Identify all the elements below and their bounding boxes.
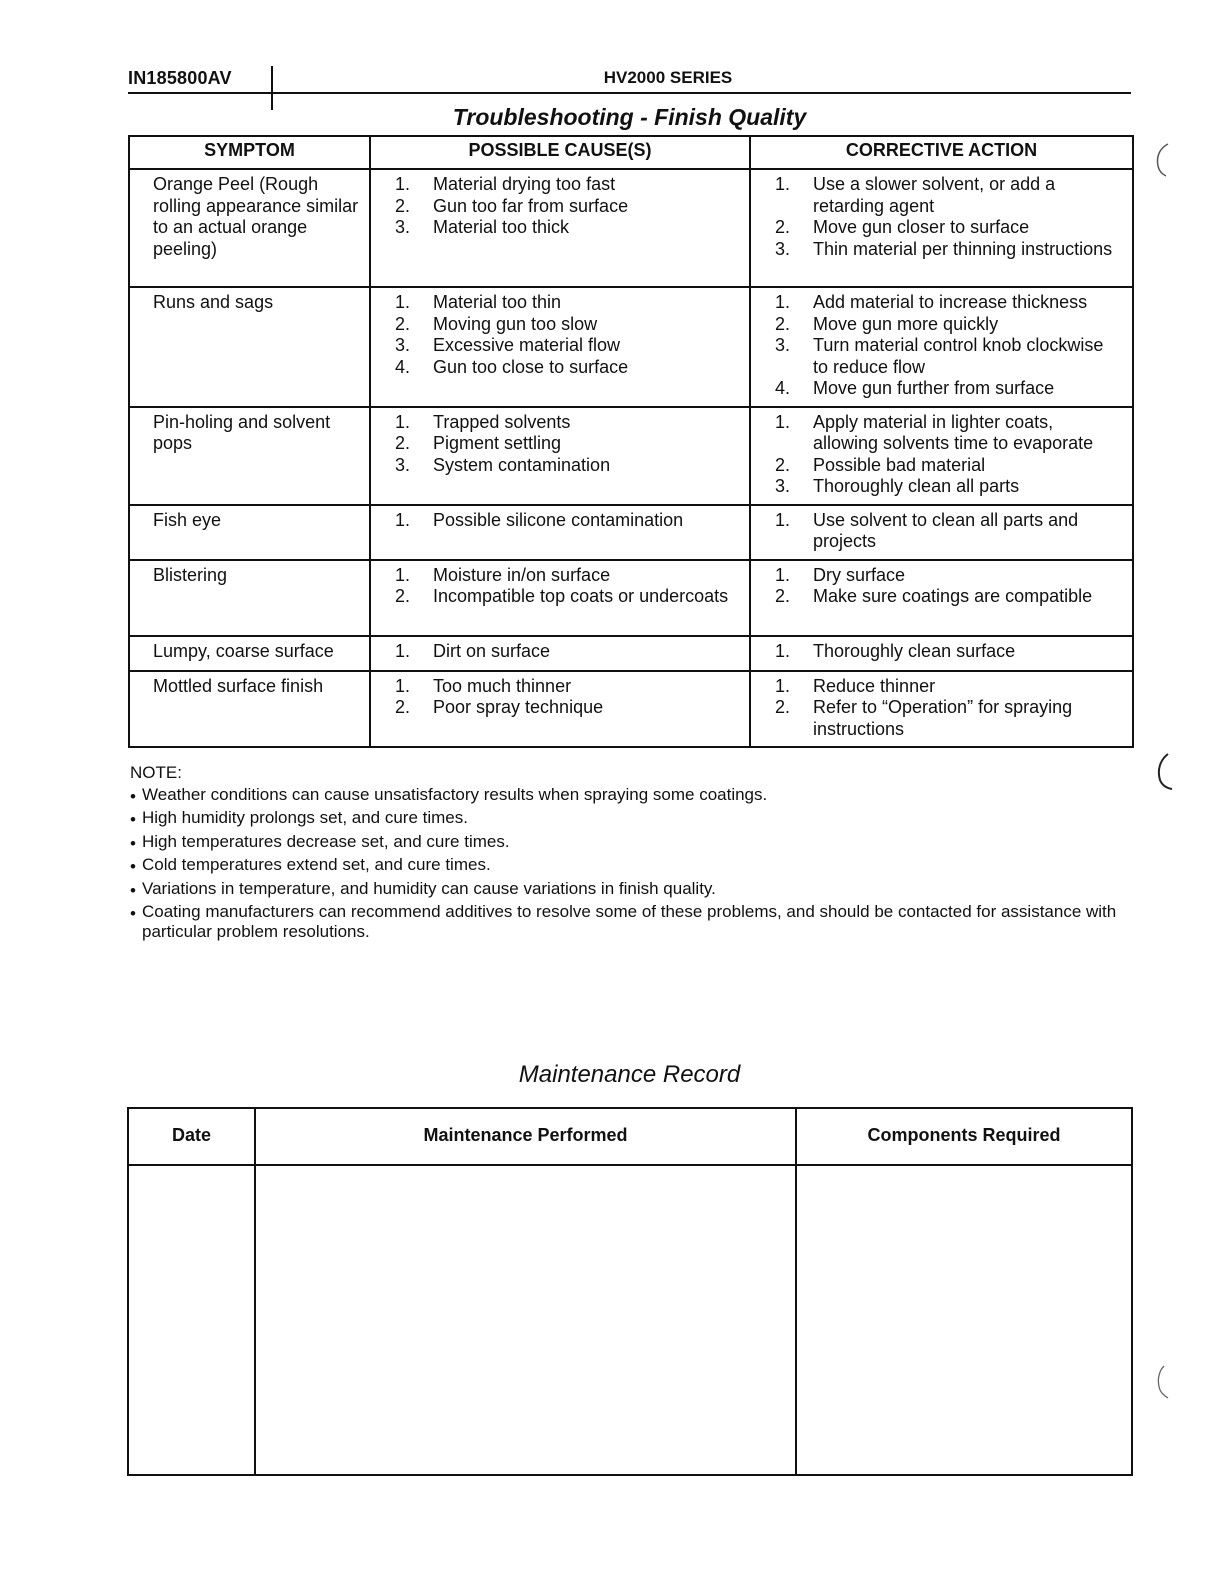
troubleshooting-table [128,135,1134,748]
table-row [129,560,1133,636]
cause-item [393,697,739,719]
item-text: Refer to “Operation” for spraying instructions [813,697,1073,739]
item-text: Dirt on surface [433,640,551,661]
item-text: Thoroughly clean all parts [813,476,1020,496]
cause-item [393,455,739,477]
symptom-cell: Orange Peel (Rough rolling appearance similar to an actual orange peeling) [129,169,370,287]
action-item [773,697,1122,740]
item-number: 2. [395,433,411,453]
action-item [773,476,1122,498]
item-number: 3. [775,238,791,259]
item-text: Add material to increase thickness [813,292,1088,312]
item-text: System contamination [433,454,611,475]
item-number: 1. [395,640,411,661]
item-number: 1. [395,675,411,696]
actions-cell [750,169,1133,287]
item-number: 3. [775,335,791,355]
table-row [129,505,1133,560]
item-number: 1. [775,174,791,194]
item-text: Material too thin [433,292,562,312]
components-required-cell[interactable] [796,1165,1132,1475]
actions-cell [750,671,1133,748]
note-item [130,879,1135,903]
action-item [773,217,1122,239]
troubleshooting-title: Troubleshooting - Finish Quality [452,104,807,130]
action-item [773,412,1122,455]
cause-item [393,357,739,379]
actions-cell [750,505,1133,560]
item-text: Turn material control knob clockwise to reduce flow [813,335,1104,377]
item-number: 3. [395,217,411,237]
item-text: Apply material in lighter coats, allowing solvents time to evaporate [813,411,1094,453]
table-row [129,636,1133,671]
item-text: Moisture in/on surface [433,564,611,585]
item-number: 2. [395,313,411,334]
maintenance-record-title: Maintenance Record [518,1061,741,1088]
item-text: Gun too close to surface [433,356,629,377]
item-text: Use solvent to clean all parts and projects [813,509,1079,551]
series-title: HV2000 SERIES [603,68,733,87]
item-number: 1. [775,411,791,432]
cause-item [393,217,739,239]
note-item [130,855,1135,879]
item-number: 1. [775,640,791,661]
symptom-cell: Pin-holing and solvent pops [129,407,370,505]
item-text: Move gun closer to surface [813,217,1030,237]
note-text: High temperatures decrease set, and cure times. [142,831,510,851]
action-item [773,676,1122,698]
maintenance-record-table [127,1107,1133,1476]
cause-item [393,196,739,218]
item-number: 1. [775,509,791,530]
item-number: 1. [775,675,791,696]
action-item [773,314,1122,336]
column-header-maintenance-performed: Maintenance Performed [255,1108,796,1165]
item-text: Dry surface [813,564,906,585]
action-item [773,292,1122,314]
symptom-cell: Fish eye [129,505,370,560]
action-item [773,455,1122,477]
note-item [130,902,1135,946]
action-item [773,239,1122,261]
item-text: Material too thick [433,217,570,237]
actions-cell [750,287,1133,407]
item-text: Move gun further from surface [813,378,1055,398]
causes-cell [370,407,750,505]
cause-item [393,433,739,455]
note-item [130,808,1135,832]
cause-item [393,174,739,196]
cause-item [393,335,739,357]
action-item [773,174,1122,217]
item-number: 4. [775,378,791,398]
item-text: Pigment settling [433,433,562,453]
column-header-causes: POSSIBLE CAUSE(S) [370,136,750,169]
item-text: Excessive material flow [433,335,621,355]
item-number: 2. [775,586,791,606]
cause-item [393,510,739,532]
item-number: 1. [775,564,791,585]
item-number: 1. [395,174,411,194]
actions-cell [750,407,1133,505]
item-number: 1. [395,509,411,530]
item-text: Gun too far from surface [433,195,629,216]
item-number: 2. [775,313,791,334]
bullet-icon: • [130,857,136,876]
item-text: Material drying too fast [433,174,616,194]
binder-hole-mark [1154,752,1176,792]
cause-item [393,292,739,314]
action-item [773,641,1122,663]
item-number: 2. [395,697,411,717]
symptom-cell: Lumpy, coarse surface [129,636,370,671]
item-number: 1. [395,564,411,585]
item-text: Possible silicone contamination [433,509,684,530]
action-item [773,510,1122,553]
note-item [130,832,1135,856]
causes-cell [370,636,750,671]
action-item [773,565,1122,587]
item-number: 4. [395,356,411,377]
table-row [129,671,1133,748]
binder-hole-mark [1152,1362,1174,1402]
table-header-row [129,136,1133,169]
item-text: Trapped solvents [433,411,571,432]
table-row [129,287,1133,407]
item-text: Possible bad material [813,454,986,475]
bullet-icon: • [130,904,136,923]
maintenance-performed-cell[interactable] [255,1165,796,1475]
cause-item [393,676,739,698]
causes-cell [370,287,750,407]
actions-cell [750,636,1133,671]
item-number: 2. [775,454,791,475]
item-number: 3. [395,335,411,355]
notes-heading: NOTE: [130,763,182,782]
symptom-cell: Mottled surface finish [129,671,370,748]
item-text: Poor spray technique [433,697,604,717]
item-number: 2. [395,195,411,216]
bullet-icon: • [130,786,136,806]
cause-item [393,586,739,608]
item-text: Too much thinner [433,675,572,696]
note-item [130,785,1135,809]
table-header-row [128,1108,1132,1165]
document-id: IN185800AV [128,68,232,88]
actions-cell [750,560,1133,636]
note-text: Variations in temperature, and humidity can cause variations in finish quality. [142,878,716,898]
symptom-cell: Runs and sags [129,287,370,407]
action-item [773,335,1122,378]
item-text: Move gun more quickly [813,313,999,334]
item-number: 2. [775,217,791,237]
column-header-symptom: SYMPTOM [129,136,370,169]
item-text: Use a slower solvent, or add a retarding agent [813,174,1056,216]
item-text: Moving gun too slow [433,313,598,334]
notes-section [130,761,1135,946]
note-text: Coating manufacturers can recommend additives to resolve some of these problems, and should be contacted for assistance with particular problem resolutions. [142,902,1117,941]
cause-item [393,641,739,663]
note-text: Cold temperatures extend set, and cure times. [142,855,491,874]
item-number: 3. [775,476,791,496]
item-number: 2. [775,697,791,717]
binder-hole-mark [1152,140,1174,180]
item-text: Reduce thinner [813,675,936,696]
cause-item [393,565,739,587]
bullet-icon: • [130,833,136,853]
causes-cell [370,169,750,287]
cause-item [393,314,739,336]
note-text: Weather conditions can cause unsatisfactory results when spraying some coatings. [142,784,768,804]
action-item [773,586,1122,608]
date-cell[interactable] [128,1165,255,1475]
causes-cell [370,671,750,748]
item-number: 1. [395,292,411,312]
page-header [128,66,1131,94]
column-header-actions: CORRECTIVE ACTION [750,136,1133,169]
bullet-icon: • [130,810,136,829]
item-number: 1. [395,411,411,432]
item-text: Incompatible top coats or undercoats [433,586,729,606]
table-row [129,407,1133,505]
causes-cell [370,560,750,636]
cause-item [393,412,739,434]
table-row [129,169,1133,287]
causes-cell [370,505,750,560]
bullet-icon: • [130,880,136,900]
action-item [773,378,1122,400]
note-text: High humidity prolongs set, and cure times. [142,808,468,827]
column-header-date: Date [128,1108,255,1165]
item-text: Thin material per thinning instructions [813,238,1113,259]
blank-record-row [128,1165,1132,1475]
column-header-components-required: Components Required [796,1108,1132,1165]
symptom-cell: Blistering [129,560,370,636]
item-text: Make sure coatings are compatible [813,586,1093,606]
item-number: 1. [775,292,791,312]
item-text: Thoroughly clean surface [813,640,1016,661]
item-number: 2. [395,586,411,606]
item-number: 3. [395,454,411,475]
